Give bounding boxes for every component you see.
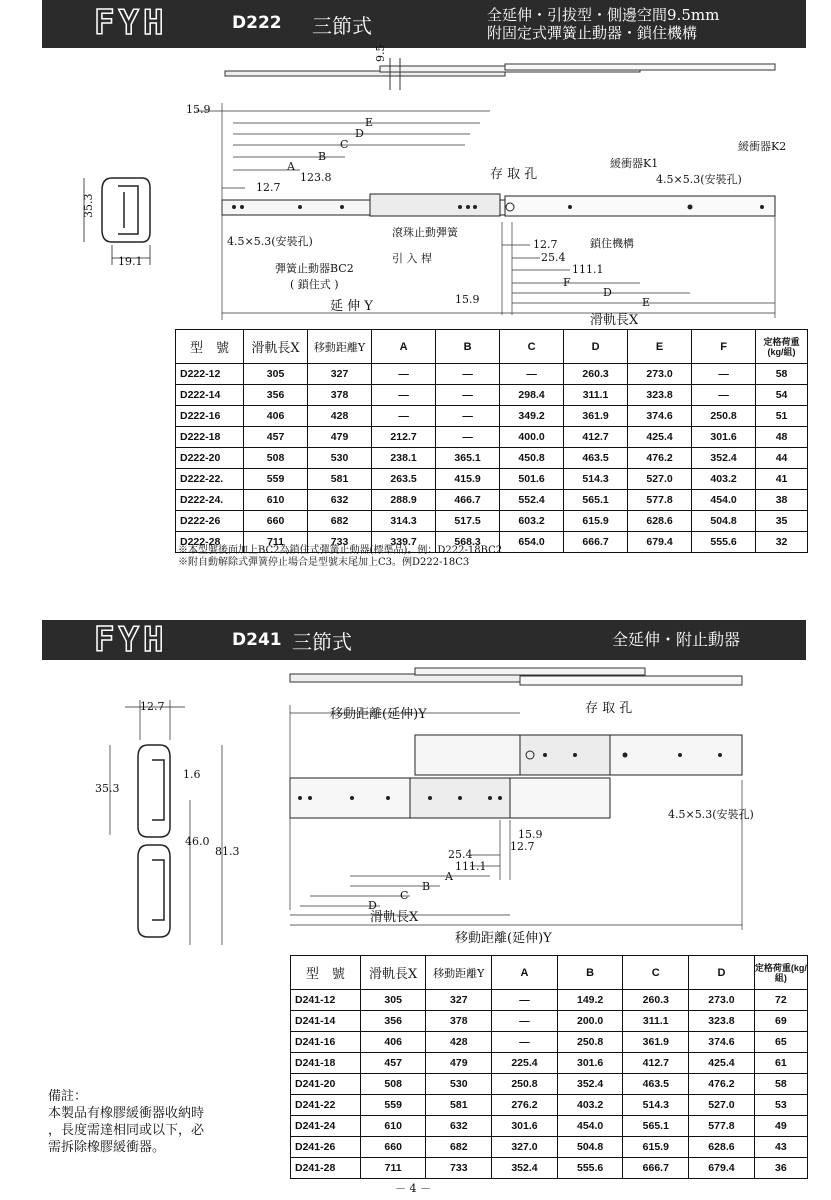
- table-cell: 339.7: [372, 532, 436, 553]
- table-cell: 610: [360, 1116, 426, 1137]
- access-hole-label: 存 取 孔: [490, 167, 538, 182]
- dim-15-9-bottom: 15.9: [455, 293, 480, 306]
- table-cell: —: [436, 364, 500, 385]
- dim-c-top: C: [340, 138, 349, 151]
- fyh-logo: FYH: [94, 3, 168, 43]
- d241-access-hole: 存 取 孔: [585, 701, 633, 716]
- col-length-x: 滑軌長X: [244, 330, 308, 364]
- table-cell: —: [692, 385, 756, 406]
- dim-e-top: E: [365, 116, 374, 129]
- table-cell: 58: [754, 1074, 807, 1095]
- dim-12-7-bottom: 12.7: [533, 238, 558, 251]
- col-travel-y: 移動距離Y: [308, 330, 372, 364]
- d222-spec-table: [175, 329, 808, 553]
- table-cell: 263.5: [372, 469, 436, 490]
- table-cell: 508: [244, 448, 308, 469]
- table-cell: 660: [244, 511, 308, 532]
- d241-dim-12-7: 12.7: [140, 700, 165, 713]
- table-cell: 504.8: [557, 1137, 623, 1158]
- col-travel-y: 移動距離Y: [426, 956, 492, 990]
- table-cell: 527.0: [628, 469, 692, 490]
- table-cell: 361.9: [623, 1032, 689, 1053]
- table-cell: —: [372, 406, 436, 427]
- d222-diagram: [0, 0, 831, 330]
- table-cell: 428: [308, 406, 372, 427]
- table-cell: 552.4: [500, 490, 564, 511]
- table-cell: 457: [360, 1053, 426, 1074]
- table-cell: 352.4: [492, 1158, 558, 1179]
- d241-dim-111-1: 111.1: [455, 860, 487, 873]
- d241-main-rail: [290, 735, 742, 818]
- table-cell: D222-16: [176, 406, 244, 427]
- table-cell: D222-26: [176, 511, 244, 532]
- dim-19-1: 19.1: [118, 255, 143, 268]
- dim-a-top: A: [287, 160, 295, 173]
- spring-stopper-label-1: 彈簧止動器BC2: [275, 262, 354, 275]
- d241-dim-b: B: [422, 880, 431, 893]
- table-cell: 610: [244, 490, 308, 511]
- table-row: [291, 990, 808, 1011]
- d241-dim-81-3: 81.3: [215, 845, 240, 858]
- table-cell: 361.9: [564, 406, 628, 427]
- table-cell: 54: [756, 385, 808, 406]
- pull-lever-label: 引 入 桿: [392, 252, 432, 265]
- table-cell: D241-18: [291, 1053, 361, 1074]
- table-cell: 301.6: [492, 1116, 558, 1137]
- table-header-row: [176, 330, 808, 364]
- table-cell: 628.6: [689, 1137, 755, 1158]
- table-row: [291, 1095, 808, 1116]
- table-cell: 311.1: [623, 1011, 689, 1032]
- col-c: C: [500, 330, 564, 364]
- model-name-2: D241: [232, 630, 282, 650]
- table-cell: 311.1: [564, 385, 628, 406]
- dim-d-bottom: D: [603, 286, 612, 299]
- table-cell: D241-12: [291, 990, 361, 1011]
- table-row: [176, 364, 808, 385]
- table-cell: 276.2: [492, 1095, 558, 1116]
- table-cell: 733: [308, 532, 372, 553]
- d222-notes: [178, 545, 502, 569]
- table-cell: 378: [426, 1011, 492, 1032]
- extend-y-label: 延 伸 Y: [330, 299, 373, 314]
- table-cell: 273.0: [628, 364, 692, 385]
- dim-123-8: 123.8: [300, 171, 332, 184]
- model-type: 三節式: [312, 14, 372, 38]
- table-row: [176, 448, 808, 469]
- table-cell: 679.4: [628, 532, 692, 553]
- table-cell: 425.4: [689, 1053, 755, 1074]
- lock-mechanism-label: 鎖住機構: [590, 237, 634, 250]
- dim-25-4: 25.4: [541, 251, 566, 264]
- spring-stopper-label-2: ( 鎖住式 ): [290, 278, 339, 291]
- table-cell: 517.5: [436, 511, 500, 532]
- col-a: A: [492, 956, 558, 990]
- model-type-2: 三節式: [292, 630, 352, 654]
- col-d: D: [564, 330, 628, 364]
- table-cell: 58: [756, 364, 808, 385]
- dim-b-top: B: [318, 150, 327, 163]
- col-c: C: [623, 956, 689, 990]
- d241-dim-1-6: 1.6: [183, 768, 201, 781]
- table-cell: 61: [754, 1053, 807, 1074]
- table-cell: —: [500, 364, 564, 385]
- page-number: － 4 －: [395, 1182, 431, 1195]
- feature-line-1: 全延伸・引拔型・側邊空間9.5mm: [487, 6, 720, 24]
- table-cell: 374.6: [689, 1032, 755, 1053]
- table-cell: 200.0: [557, 1011, 623, 1032]
- table-cell: 632: [426, 1116, 492, 1137]
- table-row: [291, 1053, 808, 1074]
- table-cell: 454.0: [692, 490, 756, 511]
- d241-dim-c: C: [400, 889, 409, 902]
- d241-dim-46-0: 46.0: [185, 835, 210, 848]
- table-cell: 352.4: [557, 1074, 623, 1095]
- table-cell: 603.2: [500, 511, 564, 532]
- table-cell: 69: [754, 1011, 807, 1032]
- mount-hole-left-label: 4.5×5.3(安裝孔): [227, 235, 313, 248]
- table-cell: —: [492, 990, 558, 1011]
- table-cell: D241-20: [291, 1074, 361, 1095]
- d241-dim-d: D: [368, 899, 377, 912]
- table-cell: 41: [756, 469, 808, 490]
- table-cell: 581: [308, 469, 372, 490]
- col-f: F: [692, 330, 756, 364]
- table-cell: 682: [308, 511, 372, 532]
- col-load: 定格荷重(kg/組): [756, 330, 808, 364]
- table-cell: 454.0: [557, 1116, 623, 1137]
- table-cell: —: [372, 385, 436, 406]
- table-cell: 527.0: [689, 1095, 755, 1116]
- table-cell: 476.2: [689, 1074, 755, 1095]
- table-cell: 425.4: [628, 427, 692, 448]
- table-cell: 654.0: [500, 532, 564, 553]
- table-row: [176, 469, 808, 490]
- d241-dim-12-7b: 12.7: [510, 840, 535, 853]
- table-cell: D241-14: [291, 1011, 361, 1032]
- table-cell: 565.1: [564, 490, 628, 511]
- table-cell: 479: [308, 427, 372, 448]
- table-cell: 35: [756, 511, 808, 532]
- table-cell: 238.1: [372, 448, 436, 469]
- table-cell: 352.4: [692, 448, 756, 469]
- table-cell: 501.6: [500, 469, 564, 490]
- note-1: ※本型號後面加上BC2為鎖住式彈簧止動器(標準品)。例：D222-18BC2: [178, 545, 503, 556]
- table-cell: 428: [426, 1032, 492, 1053]
- table-cell: 530: [426, 1074, 492, 1095]
- remark-line-3: 需拆除橡膠緩衝器。: [48, 1140, 166, 1155]
- d241-mount-hole: 4.5×5.3(安裝孔): [668, 808, 754, 821]
- table-cell: —: [492, 1011, 558, 1032]
- table-cell: 288.9: [372, 490, 436, 511]
- table-row: [291, 1032, 808, 1053]
- table-cell: 403.2: [557, 1095, 623, 1116]
- section2-header: [42, 620, 806, 660]
- table-cell: 581: [426, 1095, 492, 1116]
- d222-main-rail: [222, 194, 775, 216]
- table-cell: 305: [244, 364, 308, 385]
- table-cell: D222-14: [176, 385, 244, 406]
- table-cell: 327.0: [492, 1137, 558, 1158]
- table-cell: 260.3: [564, 364, 628, 385]
- table-cell: 301.6: [692, 427, 756, 448]
- table-cell: —: [692, 364, 756, 385]
- table-row: [291, 1011, 808, 1032]
- table-cell: 305: [360, 990, 426, 1011]
- table-cell: 568.3: [436, 532, 500, 553]
- buffer-k2-label: 緩衝器K2: [738, 140, 787, 153]
- table-cell: D241-28: [291, 1158, 361, 1179]
- d241-dimension-lines: [290, 705, 742, 930]
- remark-block: [48, 1088, 204, 1156]
- table-row: [291, 1116, 808, 1137]
- table-row: [291, 1158, 808, 1179]
- table-cell: 632: [308, 490, 372, 511]
- table-cell: 44: [756, 448, 808, 469]
- table-header-row: [291, 956, 808, 990]
- table-cell: 260.3: [623, 990, 689, 1011]
- table-cell: D241-24: [291, 1116, 361, 1137]
- d241-spec-table: [290, 955, 808, 1179]
- col-d: D: [689, 956, 755, 990]
- table-cell: D241-22: [291, 1095, 361, 1116]
- table-cell: 53: [754, 1095, 807, 1116]
- table-cell: —: [436, 385, 500, 406]
- d241-cross-section: [110, 700, 222, 945]
- mount-hole-right-label: 4.5×5.3(安裝孔): [656, 173, 742, 186]
- table-cell: 327: [426, 990, 492, 1011]
- table-cell: 711: [244, 532, 308, 553]
- table-cell: 400.0: [500, 427, 564, 448]
- d241-mounting-holes: [298, 751, 722, 800]
- table-cell: 504.8: [692, 511, 756, 532]
- table-cell: D241-16: [291, 1032, 361, 1053]
- table-cell: 514.3: [623, 1095, 689, 1116]
- table-cell: 36: [754, 1158, 807, 1179]
- col-length-x: 滑軌長X: [360, 956, 426, 990]
- table-cell: —: [436, 406, 500, 427]
- dim-9-5: 9.5: [374, 44, 387, 62]
- table-cell: 378: [308, 385, 372, 406]
- table-cell: 711: [360, 1158, 426, 1179]
- col-b: B: [557, 956, 623, 990]
- table-cell: 406: [244, 406, 308, 427]
- d241-dim-15-9: 15.9: [518, 828, 543, 841]
- table-cell: 615.9: [623, 1137, 689, 1158]
- table-row: [176, 511, 808, 532]
- table-cell: 514.3: [564, 469, 628, 490]
- table-cell: D222-22.: [176, 469, 244, 490]
- dim-111-1: 111.1: [572, 263, 604, 276]
- top-rail-view: [225, 58, 775, 90]
- table-cell: 679.4: [689, 1158, 755, 1179]
- table-cell: 327: [308, 364, 372, 385]
- table-cell: 555.6: [557, 1158, 623, 1179]
- table-cell: D241-26: [291, 1137, 361, 1158]
- d241-dim-35-3: 35.3: [95, 782, 120, 795]
- d241-slide-x: 滑軌長X: [370, 910, 419, 925]
- buffer-k1-label: 緩衝器K1: [610, 157, 659, 170]
- table-cell: D222-28: [176, 532, 244, 553]
- feature-text-2: 全延伸・附止動器: [612, 630, 741, 649]
- ball-spring-label: 滾珠止動彈簧: [392, 226, 458, 239]
- table-cell: 565.1: [623, 1116, 689, 1137]
- table-cell: 32: [756, 532, 808, 553]
- feature-line-2: 附固定式彈簧止動器・鎖住機構: [487, 24, 698, 42]
- table-cell: 250.8: [492, 1074, 558, 1095]
- table-row: [176, 427, 808, 448]
- table-row: [176, 385, 808, 406]
- table-cell: 479: [426, 1053, 492, 1074]
- table-cell: D222-12: [176, 364, 244, 385]
- table-cell: 374.6: [628, 406, 692, 427]
- table-cell: 476.2: [628, 448, 692, 469]
- table-cell: 49: [754, 1116, 807, 1137]
- table-cell: 412.7: [564, 427, 628, 448]
- table-cell: 365.1: [436, 448, 500, 469]
- table-cell: 615.9: [564, 511, 628, 532]
- table-cell: 412.7: [623, 1053, 689, 1074]
- col-b: B: [436, 330, 500, 364]
- dim-e-bottom: E: [642, 296, 651, 309]
- col-model: 型 號: [176, 330, 244, 364]
- table-row: [291, 1074, 808, 1095]
- col-e: E: [628, 330, 692, 364]
- table-cell: 463.5: [564, 448, 628, 469]
- table-cell: 356: [244, 385, 308, 406]
- table-cell: 149.2: [557, 990, 623, 1011]
- dim-d-top: D: [355, 127, 364, 140]
- table-row: [176, 490, 808, 511]
- table-cell: 450.8: [500, 448, 564, 469]
- table-cell: 733: [426, 1158, 492, 1179]
- table-row: [176, 406, 808, 427]
- table-cell: 466.7: [436, 490, 500, 511]
- table-cell: 682: [426, 1137, 492, 1158]
- table-cell: 273.0: [689, 990, 755, 1011]
- d222-cross-section: [84, 178, 150, 265]
- remark-line-2: ，長度需達相同或以下，必: [48, 1123, 205, 1138]
- col-model: 型 號: [291, 956, 361, 990]
- table-cell: 463.5: [623, 1074, 689, 1095]
- d241-move-y-top: 移動距離(延伸)Y: [330, 707, 427, 722]
- d241-dim-a: A: [445, 870, 453, 883]
- table-cell: 212.7: [372, 427, 436, 448]
- table-cell: 72: [754, 990, 807, 1011]
- remark-title: 備註：: [48, 1089, 88, 1104]
- table-cell: 508: [360, 1074, 426, 1095]
- table-cell: 349.2: [500, 406, 564, 427]
- table-cell: —: [372, 364, 436, 385]
- table-cell: D222-18: [176, 427, 244, 448]
- table-cell: —: [492, 1032, 558, 1053]
- table-cell: 323.8: [628, 385, 692, 406]
- d241-move-y-bottom: 移動距離(延伸)Y: [455, 931, 552, 946]
- table-cell: 666.7: [623, 1158, 689, 1179]
- table-cell: 356: [360, 1011, 426, 1032]
- d241-top-rail: [290, 668, 742, 685]
- col-a: A: [372, 330, 436, 364]
- dim-35-3: 35.3: [82, 193, 95, 218]
- table-cell: 38: [756, 490, 808, 511]
- table-cell: 250.8: [692, 406, 756, 427]
- table-cell: 559: [360, 1095, 426, 1116]
- table-cell: 43: [754, 1137, 807, 1158]
- table-cell: 403.2: [692, 469, 756, 490]
- dim-f-bottom: F: [563, 276, 571, 289]
- table-cell: D222-20: [176, 448, 244, 469]
- table-cell: 301.6: [557, 1053, 623, 1074]
- table-cell: 457: [244, 427, 308, 448]
- table-cell: 577.8: [628, 490, 692, 511]
- table-cell: 666.7: [564, 532, 628, 553]
- table-cell: 51: [756, 406, 808, 427]
- table-cell: 555.6: [692, 532, 756, 553]
- table-cell: 406: [360, 1032, 426, 1053]
- dim-12-7-top: 12.7: [256, 181, 281, 194]
- table-cell: 415.9: [436, 469, 500, 490]
- table-cell: 314.3: [372, 511, 436, 532]
- table-cell: 250.8: [557, 1032, 623, 1053]
- table-cell: 225.4: [492, 1053, 558, 1074]
- table-cell: 577.8: [689, 1116, 755, 1137]
- d241-dim-25-4: 25.4: [448, 848, 473, 861]
- note-2: ※附自動解除式彈簧停止場合是型號末尾加上C3。例D222-18C3: [178, 557, 470, 568]
- table-cell: 559: [244, 469, 308, 490]
- table-cell: 298.4: [500, 385, 564, 406]
- fyh-logo-2: FYH: [94, 620, 168, 660]
- table-cell: 628.6: [628, 511, 692, 532]
- table-row: [291, 1137, 808, 1158]
- table-cell: —: [436, 427, 500, 448]
- table-cell: D222-24.: [176, 490, 244, 511]
- table-cell: 530: [308, 448, 372, 469]
- col-load: 定格荷重(kg/組): [754, 956, 807, 990]
- remark-line-1: 本製品有橡膠緩衝器收納時: [48, 1106, 205, 1121]
- table-cell: 65: [754, 1032, 807, 1053]
- dim-15-9-top: 15.9: [186, 103, 211, 116]
- model-name: D222: [232, 13, 282, 33]
- table-cell: 48: [756, 427, 808, 448]
- table-cell: 660: [360, 1137, 426, 1158]
- slide-x-label: 滑軌長X: [590, 313, 639, 328]
- table-cell: 323.8: [689, 1011, 755, 1032]
